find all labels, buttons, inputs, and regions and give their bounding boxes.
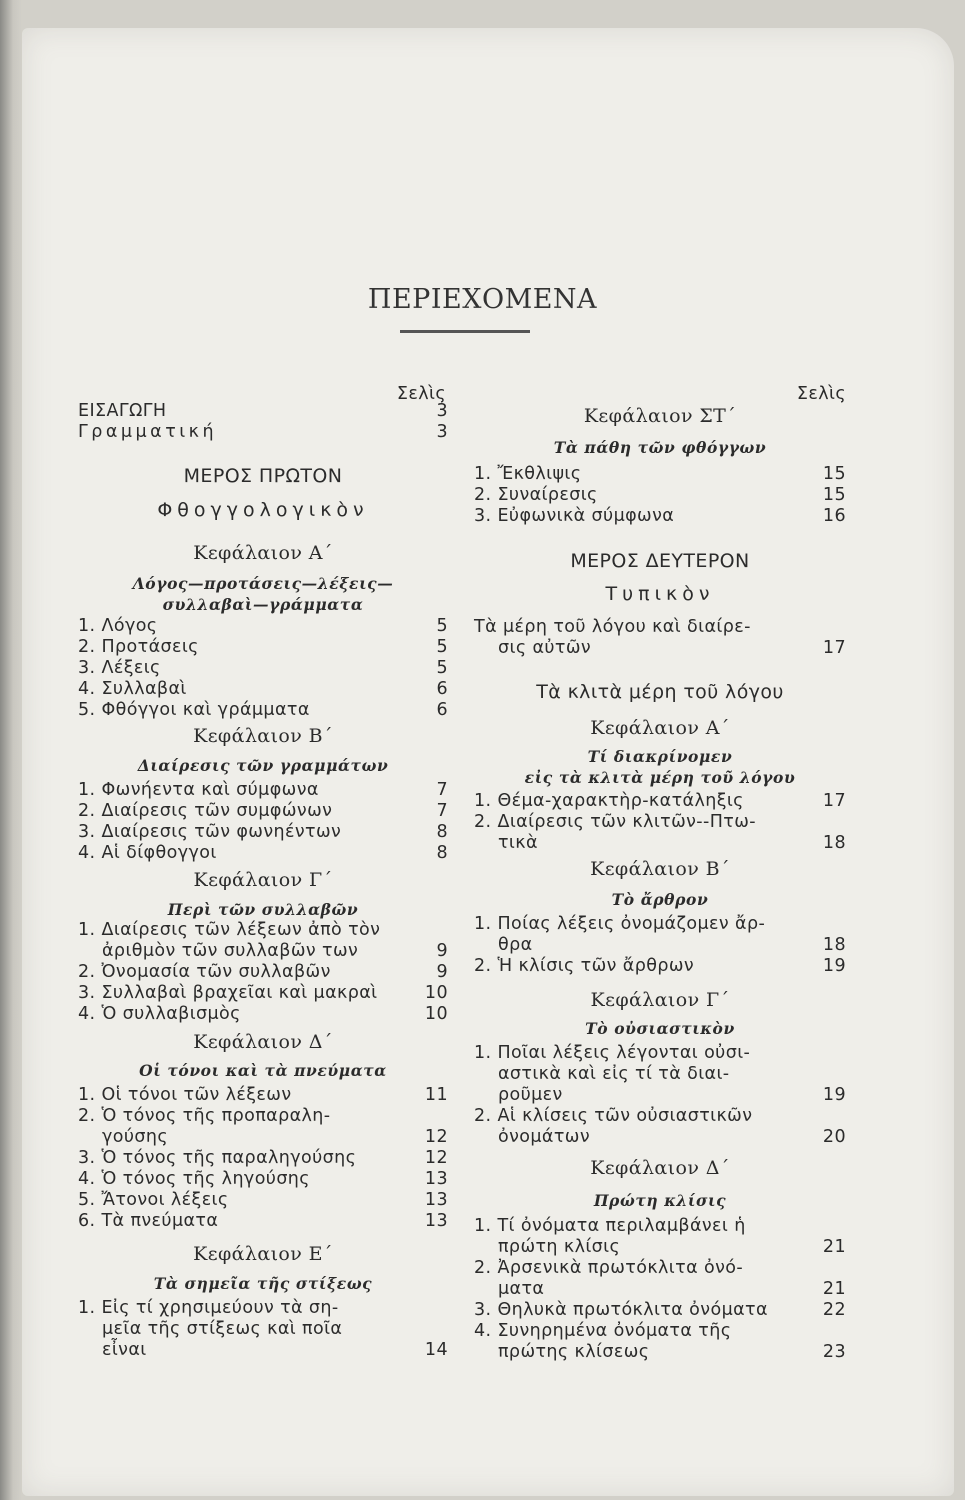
- chapter-title: Κεφάλαιον Α΄: [193, 542, 333, 564]
- chapter-heading: Τὸ ἄρθρον: [611, 890, 709, 909]
- chapter-heading: Τὰ πάθη τῶν φθόγγων: [553, 438, 767, 457]
- chapter-heading: Λόγος—προτάσεις—λέξεις—: [132, 574, 394, 593]
- chapter-heading: Τί διακρίνομεν: [587, 747, 733, 766]
- section-title: Τὰ κλιτὰ μέρη τοῦ λόγου: [536, 681, 784, 703]
- title-underline: [400, 330, 530, 333]
- part-subtitle: Φθογγολογικὸν: [157, 499, 369, 521]
- chapter-title: Κεφάλαιον ΣΤ΄: [583, 405, 737, 427]
- chapter-title: Κεφάλαιον Ε΄: [193, 1243, 333, 1265]
- chapter-title: Κεφάλαιον Δ΄: [193, 1031, 333, 1053]
- scan-edge: [0, 0, 22, 1500]
- chapter-heading: Διαίρεσις τῶν γραμμάτων: [137, 756, 389, 775]
- chapter-heading: Περὶ τῶν συλλαβῶν: [167, 900, 359, 919]
- chapter-title: Κεφάλαιον Β΄: [590, 858, 730, 880]
- chapter-title: Κεφάλαιον Α΄: [590, 717, 730, 739]
- chapter-heading: Πρώτη κλίσις: [593, 1191, 727, 1210]
- chapter-title: Κεφάλαιον Β΄: [193, 725, 333, 747]
- chapter-title: Κεφάλαιον Γ΄: [590, 989, 730, 1011]
- page-title: ΠΕΡΙΕΧΟΜΕΝΑ: [367, 284, 598, 315]
- chapter-heading: Τὸ οὐσιαστικὸν: [585, 1019, 735, 1038]
- part-title: ΜΕΡΟΣ ΔΕΥΤΕΡΟΝ: [570, 550, 750, 572]
- chapter-title: Κεφάλαιον Δ΄: [590, 1157, 730, 1179]
- part-subtitle: Τυπικὸν: [605, 583, 715, 605]
- chapter-heading: εἰς τὰ κλιτὰ μέρη τοῦ λόγου: [524, 768, 796, 787]
- chapter-heading: Τὰ σημεῖα τῆς στίξεως: [153, 1274, 373, 1293]
- chapter-heading: Οἱ τόνοι καὶ τὰ πνεύματα: [139, 1061, 387, 1080]
- chapter-title: Κεφάλαιον Γ΄: [193, 869, 333, 891]
- chapter-heading: συλλαβαὶ—γράμματα: [162, 595, 364, 614]
- part-title: ΜΕΡΟΣ ΠΡΩΤΟΝ: [183, 465, 343, 487]
